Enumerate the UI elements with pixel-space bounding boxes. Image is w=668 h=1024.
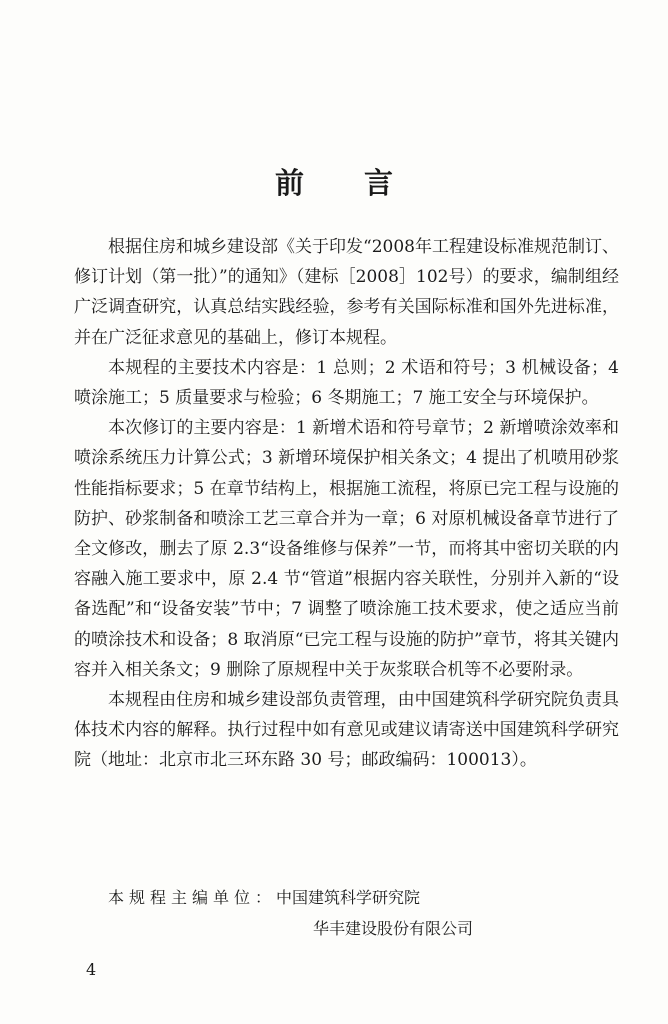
paragraph-revisions: 本次修订的主要内容是：1 新增术语和符号章节；2 新增喷涂效率和喷涂系统压力计算公式；3 新增环境保护相关条文；4 提出了机喷用砂浆性能指标要求；5 在章节结构上，根据施工流程，将原已完工程与设施的防护、砂浆制备和喷涂工艺三章合并为一章；6 对原机械设备章节进行了全文修改，删去了原 2.3“设备维修与保养”一节，而将其中密切关联的内容融入施工要求中，原 2.4 节“管道”根据内容关联性，分别并入新的“设备选配”和“设备安装”节中；7 调整了喷涂施工技术要求，使之适应当前的喷涂技术和设备；8 取消原“已完工程与设施的防护”章节，将其关键内容并入相关条文；9 删除了原规程中关于灰浆联合机等不必要附录。 (74, 418, 619, 680)
chief-editor-line (108, 885, 420, 908)
chief-editor-label: 本规程主编单位： (108, 888, 277, 907)
chief-editor-unit-1: 中国建筑科学研究院 (276, 888, 421, 907)
chief-editor-line-2 (313, 916, 473, 939)
chief-editor-unit-2: 华丰建设股份有限公司 (313, 919, 474, 938)
paragraph-basis: 根据住房和城乡建设部《关于印发“2008年工程建设标准规范制订、修订计划（第一批）”的通知》（建标［2008］102号）的要求，编制组经广泛调查研究，认真总结实践经验，参考有关国际标准和国外先进标准，并在广泛征求意见的基础上，修订本规程。 (74, 237, 619, 348)
page-number: 4 (86, 960, 97, 979)
paragraph-contents: 本规程的主要技术内容是：1 总则；2 术语和符号；3 机械设备；4 喷涂施工；5 质量要求与检验；6 冬期施工；7 施工安全与环境保护。 (74, 357, 619, 409)
title-char-1: 前 (274, 166, 304, 200)
page-title (0, 161, 668, 202)
title-char-2: 言 (364, 166, 394, 200)
paragraph-management: 本规程由住房和城乡建设部负责管理，由中国建筑科学研究院负责具体技术内容的解释。执行过程中如有意见或建议请寄送中国建筑科学研究院（地址：北京市北三环东路 30 号；邮政编码：100013）。 (74, 690, 619, 771)
preface-body (74, 232, 619, 776)
